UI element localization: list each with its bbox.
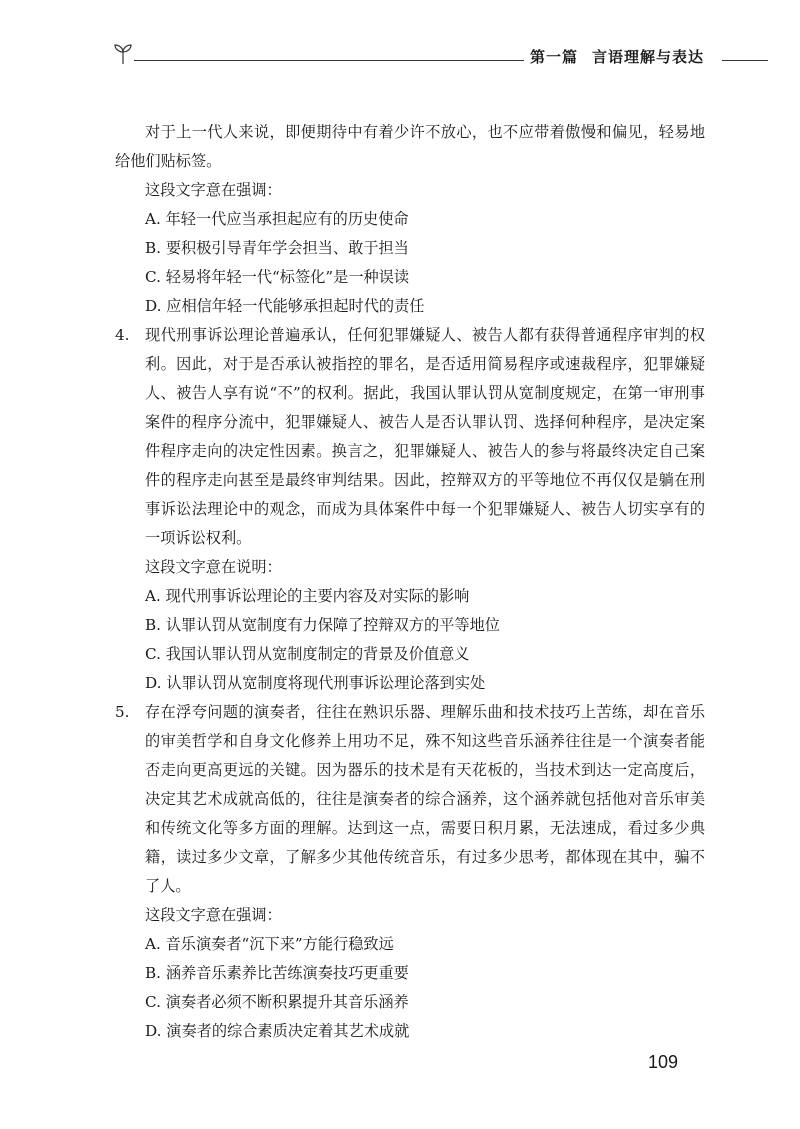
page-header [110,40,765,70]
question-4-choices [115,553,705,698]
option-c: C. 演奏者必须不断积累提升其音乐涵养 [145,993,409,1011]
header-title [530,46,704,67]
question-prompt: 这段文字意在说明： [145,558,282,576]
continuation-choices [115,176,705,321]
question-5 [115,698,705,901]
option-d: D. 演奏者的综合素质决定着其艺术成就 [145,1022,410,1040]
header-section: 第一篇 [530,48,579,66]
header-chapter-title: 言语理解与表达 [592,48,705,66]
option-c: C. 轻易将年轻一代“标签化”是一种误读 [145,268,410,286]
question-text: 存在浮夸问题的演奏者，往往在熟识乐器、理解乐曲和技术技巧上苦练，却在音乐的审美哲学和自身文化修养上用功不足，殊不知这些音乐涵养往往是一个演奏者能否走向更高更远的关键。因为器乐的技术是有天花板的，当技术到达一定高度后，决定其艺术成就高低的，往往是演奏者的综合涵养，这个涵养就包括他对音乐审美和传统文化等多方面的理解。达到这一点，需要日积月累，无法速成，看过多少典籍，读过多少文章，了解多少其他传统音乐，有过多少思考，都体现在其中，骗不了人。 [145,703,705,895]
option-d: D. 应相信年轻一代能够承担起时代的责任 [145,297,425,315]
page-number: 109 [648,1052,679,1072]
header-rule-left [134,60,524,61]
header-rule-right [722,60,768,61]
page-content [115,118,705,1046]
question-prompt: 这段文字意在强调： [145,906,282,924]
question-text: 现代刑事诉讼理论普遍承认，任何犯罪嫌疑人、被告人都有获得普通程序审判的权利。因此，对于是否承认被指控的罪名，是否适用简易程序或速裁程序，犯罪嫌疑人、被告人享有说“不”的权利。据此，我国认罪认罚从宽制度规定，在第一审刑事案件的程序分流中，犯罪嫌疑人、被告人是否认罪认罚、选择何种程序，是决定案件程序走向的决定性因素。换言之，犯罪嫌疑人、被告人的参与将最终决定自己案件的程序走向甚至是最终审判结果。因此，控辩双方的平等地位不再仅仅是躺在刑事诉讼法理论中的观念，而成为具体案件中每一个犯罪嫌疑人、被告人切实享有的一项诉讼权利。 [145,326,705,547]
question-5-choices [115,901,705,1046]
option-a: A. 音乐演奏者“沉下来”方能行稳致远 [145,935,394,953]
question-prompt: 这段文字意在强调： [145,181,282,199]
option-a: A. 现代刑事诉讼理论的主要内容及对实际的影响 [145,587,470,605]
question-number: 5. [115,703,130,721]
option-d: D. 认罪认罚从宽制度将现代刑事诉讼理论落到实处 [145,674,486,692]
question-number: 4. [115,326,130,344]
continuation-paragraph: 对于上一代人来说，即便期待中有着少许不放心，也不应带着傲慢和偏见，轻易地给他们贴标签。 [115,123,705,170]
question-4 [115,321,705,553]
option-b: B. 涵养音乐素养比苦练演奏技巧更重要 [145,964,409,982]
option-c: C. 我国认罪认罚从宽制度制定的背景及价值意义 [145,645,470,663]
option-b: B. 要积极引导青年学会担当、敢于担当 [145,239,409,257]
sprout-icon [110,40,136,66]
option-a: A. 年轻一代应当承担起应有的历史使命 [145,210,409,228]
option-b: B. 认罪认罚从宽制度有力保障了控辩双方的平等地位 [145,616,500,634]
